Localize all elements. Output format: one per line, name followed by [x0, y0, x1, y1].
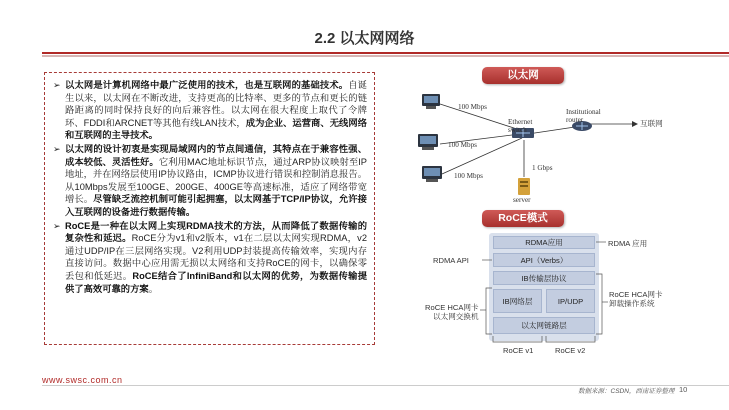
layer-api: API（Verbs） [493, 253, 595, 267]
roce-hca-right-label: RoCE HCA网卡 卸载操作系统 [609, 290, 663, 308]
link-router [528, 127, 575, 134]
roce-header: RoCE模式 [482, 210, 564, 227]
bullet-1-emphasis: 成为企业、运营商、无线网络和互联网的主导技术。 [65, 117, 367, 141]
layer-ip-udp: IP/UDP [546, 289, 595, 313]
bullet-1-body: 自诞生以来，以太网在不断改进，支持更高的比特率、更多的节点和更长的链路距离的同时保持良好的向后兼容性。以太网在很大程度上取代了令牌环、FDDI和ARCNET等其他有线LAN技术， [65, 80, 367, 128]
layer-ib-network: IB网络层 [493, 289, 542, 313]
arrow-bullet-icon: ➢ [53, 80, 61, 90]
server-icon [518, 178, 530, 195]
server-label: server [513, 196, 531, 204]
bullet-1-lead: 以太网是计算机网络中最广泛使用的技术，也是互联网的基础技术。 [65, 80, 349, 90]
arrow-bullet-icon: ➢ [53, 220, 61, 231]
arrow-bullet-icon: ➢ [53, 143, 61, 154]
data-source: 数据来源：CSDN，西南证券整理 [578, 388, 675, 395]
bullet-2-emphasis: 尽管缺乏流控机制可能引起拥塞，以太网基于TCP/IP协议，允许接入互联网的设备进行数据传输。 [65, 194, 367, 217]
bullet-3-tail: 。 [148, 283, 158, 294]
rdma-app-right-label: RDMA 应用 [608, 239, 648, 248]
bullet-2 [53, 143, 367, 219]
ethernet-header: 以太网 [482, 67, 564, 84]
speed-label-mid: 100 Mbps [448, 141, 477, 149]
text-panel [44, 72, 375, 345]
computer-icon [422, 166, 442, 182]
layer-rdma-app: RDMA应用 [493, 236, 595, 249]
computer-icon [418, 134, 438, 150]
internet-label: 互联网 [640, 119, 663, 128]
arrow-icon [632, 121, 638, 127]
speed-label-top: 100 Mbps [458, 103, 487, 111]
router-label: Institutional router [566, 108, 601, 124]
switch-label: Ethernet switch [508, 118, 533, 134]
bullet-3 [53, 220, 367, 296]
layer-ethernet-link: 以太网链路层 [493, 317, 595, 334]
bullet-2-lead: 以太网的设计初衷是实现局域网内的节点间通信，其特点在于兼容性强、成本较低、灵活性好。 [65, 143, 367, 167]
bullet-2-body: 它利用MAC地址标识节点，通过ARP协议映射至IP地址，并在网络层使用IP协议路由，ICMP协议进行错误和控制消息报告。从10Mbps发展至100GE、200GE、400GE等高速标准，适应了网络带宽增长。 [65, 156, 367, 205]
layer-ib-transport: IB传输层协议 [493, 271, 595, 285]
roce-v2-label: RoCE v2 [555, 346, 586, 355]
page-number: 10 [679, 385, 688, 394]
footer-url: www.swsc.com.cn [42, 375, 123, 385]
roce-hca-left-label: RoCE HCA网卡 以太网交换机 [425, 303, 479, 321]
title-divider [42, 52, 729, 57]
bullet-1 [53, 79, 367, 142]
rdma-api-label: RDMA API [433, 256, 469, 265]
ethernet-network-diagram [400, 82, 700, 212]
speed-label-low: 100 Mbps [454, 172, 483, 180]
bullet-3-body: RoCE分为v1和v2版本，v1在二层以太网实现RDMA，v2通过UDP/IP在三层网络实现。V2利用UDP封装提高传输效率，实现内存直接访问。数据中心应用需无损以太网络和支持RoCE的网卡，以确保零丢包和低延迟。 [65, 233, 367, 281]
page-title: 2.2 以太网网络 [314, 30, 415, 47]
computer-icon [422, 94, 440, 109]
gbps-label: 1 Gbps [532, 164, 553, 172]
bullet-3-lead: RoCE是一种在以太网上实现RDMA技术的方法，从而降低了数据传输的复杂性和延迟。 [65, 220, 367, 244]
bullet-3-emphasis: RoCE结合了InfiniBand和以太网的优势，为数据传输提供了高效可靠的方案 [65, 270, 367, 294]
roce-v1-label: RoCE v1 [503, 346, 534, 355]
